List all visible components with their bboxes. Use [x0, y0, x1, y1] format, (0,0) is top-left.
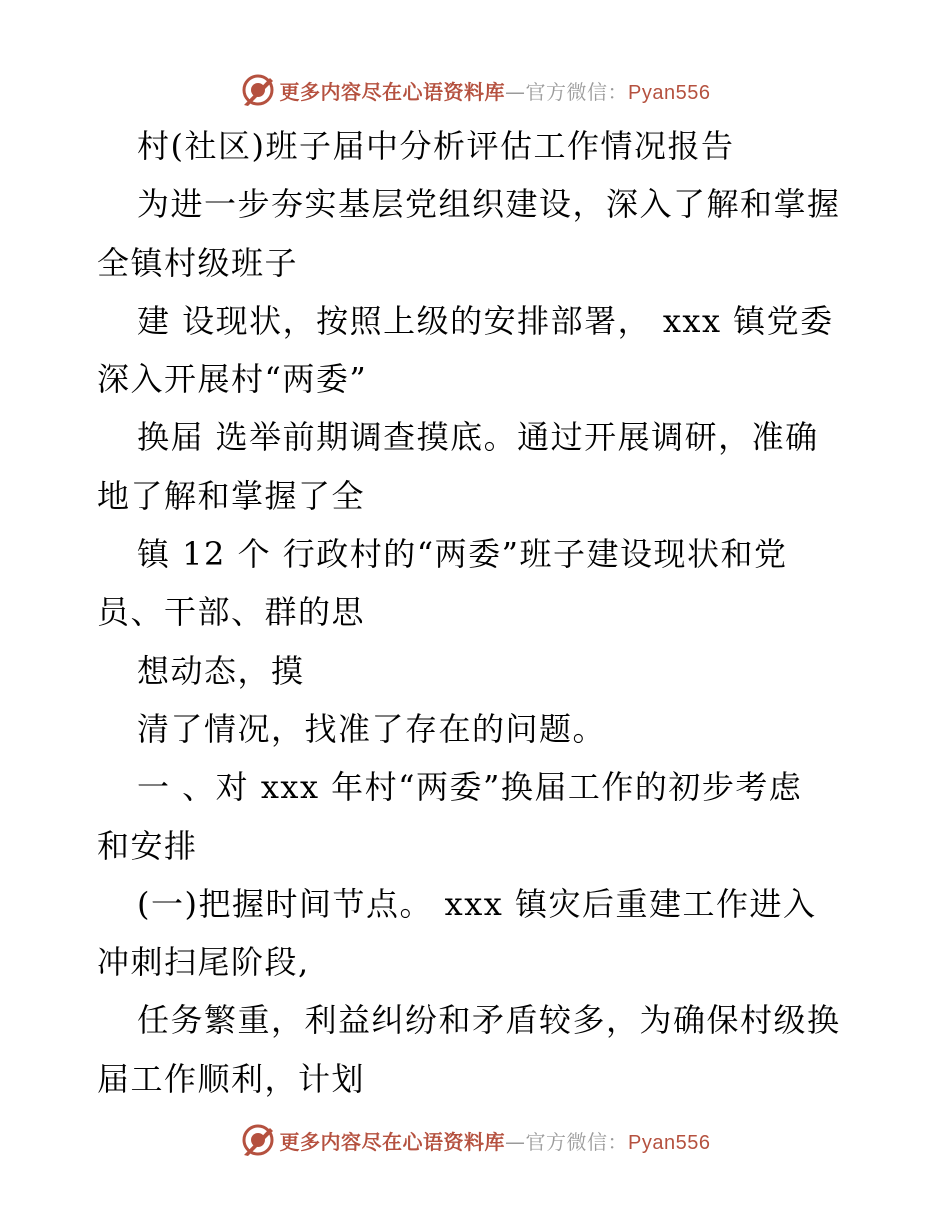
document-body: [97, 117, 857, 1108]
doc-line: 员、干部、群的思: [97, 593, 366, 632]
banner-main-text: 更多内容尽在心语资料库: [279, 1129, 506, 1154]
banner-wechat-id: Pyan556: [628, 1131, 711, 1154]
doc-line: 为进一步夯实基层党组织建设，深入了解和掌握: [137, 185, 841, 224]
pen-logo-icon: [240, 72, 276, 108]
doc-line: 清了情况，找准了存在的问题。: [137, 709, 607, 748]
doc-line: 全镇村级班子: [97, 243, 299, 282]
banner-dash: —: [505, 79, 526, 104]
banner-wechat-id: Pyan556: [628, 81, 711, 104]
doc-line: 建 设现状，按照上级的安排部署， xxx 镇党委: [137, 301, 834, 340]
doc-line: 任务繁重，利益纠纷和矛盾较多，为确保村级换: [137, 1001, 841, 1040]
doc-subsection-heading: (一)把握时间节点。 xxx 镇灾后重建工作进入: [137, 884, 817, 923]
banner-text: [280, 1126, 711, 1155]
doc-line: 届工作顺利，计划: [97, 1059, 366, 1098]
banner-main-text: 更多内容尽在心语资料库: [279, 79, 506, 104]
banner-dash: —: [505, 1129, 526, 1154]
doc-line: 想动态，摸: [137, 651, 305, 690]
doc-section-heading: 一 、对 xxx 年村“两委”换届工作的初步考虑: [137, 768, 803, 807]
doc-line: 镇 12 个 行政村的“两委”班子建设现状和党: [137, 535, 788, 574]
doc-title: 村(社区)班子届中分析评估工作情况报告: [137, 127, 735, 165]
pen-logo-icon: [240, 1122, 276, 1158]
doc-line: 冲刺扫尾阶段,: [97, 943, 310, 982]
banner-wechat-label: 官方微信：: [525, 1129, 629, 1154]
doc-line: 和安排: [97, 826, 198, 865]
doc-line: 换届 选举前期调查摸底。通过开展调研，准确: [137, 418, 819, 457]
header-banner: [0, 70, 950, 110]
footer-banner: [0, 1120, 950, 1160]
doc-line: 地了解和掌握了全: [97, 476, 366, 515]
banner-text: [280, 76, 711, 105]
banner-wechat-label: 官方微信：: [525, 79, 629, 104]
doc-line: 深入开展村“两委”: [97, 360, 368, 399]
